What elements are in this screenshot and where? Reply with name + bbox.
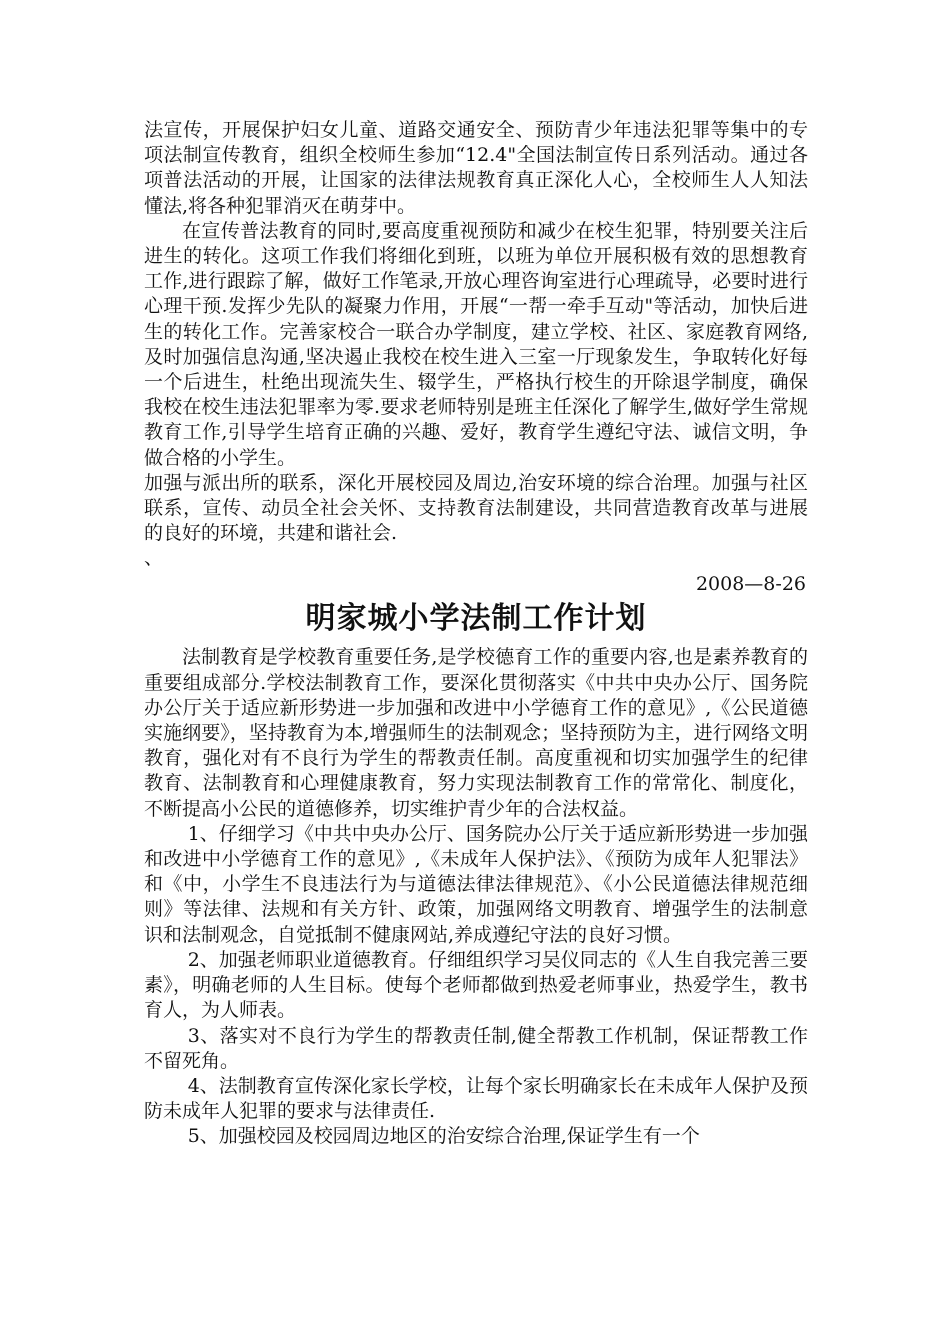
list-item: 1、仔细学习《中共中央办公厅、国务院办公厅关于适应新形势进一步加强和改进中小学德育工作的意见》,《未成年人保护法》、《预防为成年人犯罪法》和《中，小学生不良违法行为与道德法律法律规范》、《小公民道德法律规范细则》等法律、法规和有关方针、政策，加强网络文明教育、增强学生的法制意识和法制观念，自觉抵制不健康网站,养成遵纪守法的良好习惯。 (144, 822, 808, 946)
continuation-paragraph-2: 在宣传普法教育的同时,要高度重视预防和减少在校生犯罪，特别要关注后进生的转化。这项工作我们将细化到班，以班为单位开展积极有效的思想教育工作,进行跟踪了解，做好工作笔录,开放心理咨询室进行心理疏导，必要时进行心理干预.发挥少先队的凝聚力作用，开展“一帮一牵手互动"等活动，加快后进生的转化工作。完善家校合一联合办学制度，建立学校、社区、家庭教育网络,及时加强信息沟通,坚决遏止我校在校生进入三室一厅现象发生，争取转化好每一个后进生，杜绝出现流失生、辍学生，严格执行校生的开除退学制度，确保我校在校生违法犯罪率为零.要求老师特别是班主任深化了解学生,做好学生常规教育工作,引导学生培育正确的兴趣、爱好，教育学生遵纪守法、诚信文明，争做合格的小学生。 (144, 219, 808, 469)
list-item: 5、加强校园及校园周边地区的治安综合治理,保证学生有一个 (187, 1125, 700, 1148)
list-item: 3、落实对不良行为学生的帮教责任制,健全帮教工作机制，保证帮教工作不留死角。 (144, 1024, 808, 1072)
list-item: 4、法制教育宣传深化家长学校，让每个家长明确家长在未成年人保护及预防未成年人犯罪的要求与法律责任. (144, 1074, 808, 1123)
list-item: 2、加强老师职业道德教育。仔细组织学习吴仪同志的《人生自我完善三要素》，明确老师的人生目标。使每个老师都做到热爱老师事业，热爱学生，教书育人，为人师表。 (144, 948, 808, 1022)
document-date: 2008—8-26 (695, 573, 806, 596)
intro-paragraph: 法制教育是学校教育重要任务,是学校德育工作的重要内容,也是素养教育的重要组成部分.学校法制教育工作，要深化贯彻落实《中共中央办公厅、国务院办公厅关于适应新形势进一步加强和改进中小学德育工作的意见》,《公民道德实施纲要》，坚持教育为本,增强师生的法制观念；坚持预防为主，进行网络文明教育，强化对有不良行为学生的帮教责任制。高度重视和切实加强学生的纪律教育、法制教育和心理健康教育，努力实现法制教育工作的常常化、制度化，不断提高小公民的道德修养，切实维护青少年的合法权益。 (144, 646, 808, 820)
continuation-paragraph-1: 法宣传，开展保护妇女儿童、道路交通安全、预防青少年违法犯罪等集中的专项法制宣传教育，组织全校师生参加“12.4"全国法制宣传日系列活动。通过各项普法活动的开展，让国家的法律法规教育真正深化人心，全校师生人人知法懂法,将各种犯罪消灭在萌芽中。 (144, 119, 808, 217)
document-title: 明家城小学法制工作计划 (305, 601, 647, 637)
document-page (144, 118, 808, 1150)
continuation-paragraph-3: 加强与派出所的联系，深化开展校园及周边,治安环境的综合治理。加强与社区联系，宣传、动员全社会关怀、支持教育法制建设，共同营造教育改革与进展的良好的环境，共建和谐社会. (144, 471, 808, 545)
stray-mark: 、 (144, 547, 164, 570)
